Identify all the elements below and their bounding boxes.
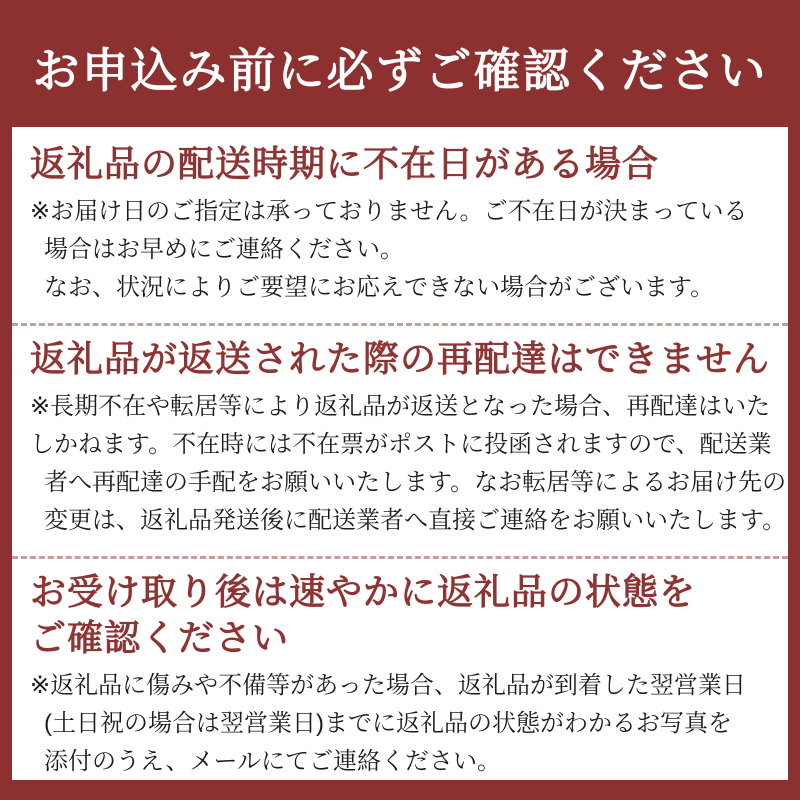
section-check-on-receipt (12, 569, 788, 780)
section-delivery-absence (12, 141, 788, 307)
section-body-line: 変更は、返礼品発送後に配送業者へ直接ご連絡をお願いいたします。 (44, 507, 787, 534)
banner (0, 0, 800, 127)
section-body-line: ※長期不在や転居等により返礼品が返送となった場合、再配達はいた (30, 393, 771, 420)
content-panel (12, 127, 788, 780)
banner-title: お申込み前に必ずご確認ください (32, 44, 768, 97)
dashed-divider (12, 323, 788, 326)
section-check-on-receipt-heading (30, 569, 770, 661)
section-body-line: (土日祝の場合は翌営業日)までに返礼品の状態がわかるお写真を (44, 710, 732, 737)
section-body-line: なお、状況によりご要望にお応えできない場合がございます。 (44, 274, 715, 301)
section-body-line: ※お届け日のご指定は承っておりません。ご不在日が決まっている (30, 198, 748, 225)
section-body-line: 場合はお早めにご連絡ください。 (44, 236, 404, 263)
section-body-line: 添付のうえ、メールにてご連絡ください。 (44, 748, 501, 775)
section-heading-line: 返礼品の配送時期に不在日がある場合 (30, 143, 660, 184)
dashed-divider (12, 556, 788, 559)
section-body-line: ※返礼品に傷みや不備等があった場合、返礼品が到着した翌営業日 (30, 672, 746, 699)
section-delivery-absence-heading (30, 141, 770, 187)
section-no-redelivery (12, 336, 788, 540)
section-no-redelivery-heading (30, 336, 770, 382)
section-body-line: 者へ再配達の手配をお願いいたします。なお転居等によるお届け先の (44, 469, 787, 496)
section-heading-line: お受け取り後は速やかに返礼品の状態を (30, 571, 697, 612)
section-body-line: しかねます。不在時には不在票がポストに投函されますので、配送業 (30, 431, 772, 458)
section-heading-line: 返礼品が返送された際の再配達はできません (30, 338, 771, 379)
section-heading-line: ご確認ください (30, 617, 290, 658)
